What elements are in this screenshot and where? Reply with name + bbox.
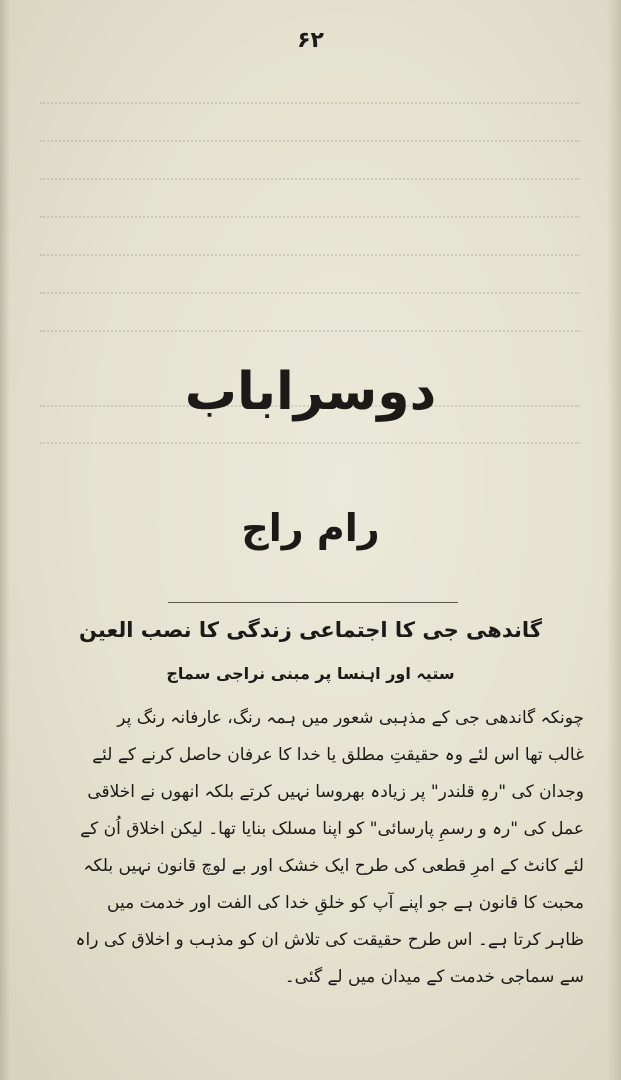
body-line: سے سماجی خدمت کے میدان میں لے گئی۔ <box>284 967 584 987</box>
body-line: چونکہ گاندھی جی کے مذہبی شعور میں ہمہ رنگ، عارفانہ رنگ پر <box>117 708 584 728</box>
divider-rule <box>168 602 458 603</box>
page-number: ۶۲ <box>297 28 324 53</box>
bleed-through-line <box>40 130 580 142</box>
bleed-through-line <box>40 92 580 104</box>
body-paragraph <box>34 700 584 996</box>
bleed-through-line <box>40 320 580 332</box>
body-line: عمل کی "رہ و رسمِ پارسائی" کو اپنا مسلک بنایا تھا۔ لیکن اخلاق اُن کے <box>80 819 584 839</box>
bleed-through-line <box>40 206 580 218</box>
body-line: غالب تھا اس لئے وہ حقیقتِ مطلق یا خدا کا عرفان حاصل کرنے کے لئے <box>92 745 584 765</box>
chapter-subtitle: رام راج <box>241 506 380 550</box>
body-line: لئے کانٹ کے امرِ قطعی کی طرح ایک خشک اور بے لوچ قانون نہیں بلکہ <box>83 856 584 876</box>
section-subheading: ستیہ اور اہنسا پر مبنی نراجی سماج <box>166 664 455 683</box>
chapter-title: دوسراباب <box>184 362 437 422</box>
body-line: محبت کا قانون ہے جو اپنے آپ کو خلقِ خدا کی الفت اور خدمت میں <box>107 893 584 913</box>
bleed-through-line <box>40 282 580 294</box>
body-line: ظاہر کرتا ہے۔ اس طرح حقیقت کی تلاش ان کو مذہب و اخلاق کی راہ <box>75 930 584 950</box>
bleed-through-line <box>40 244 580 256</box>
bleed-through-line <box>40 168 580 180</box>
section-heading: گاندھی جی کا اجتماعی زندگی کا نصب العین <box>79 618 542 642</box>
body-line: وجدان کی "رہِ قلندر" پر زیادہ بھروسا نہیں کرتے بلکہ انھوں نے اخلاقی <box>87 782 584 802</box>
bleed-through-line <box>40 432 580 444</box>
